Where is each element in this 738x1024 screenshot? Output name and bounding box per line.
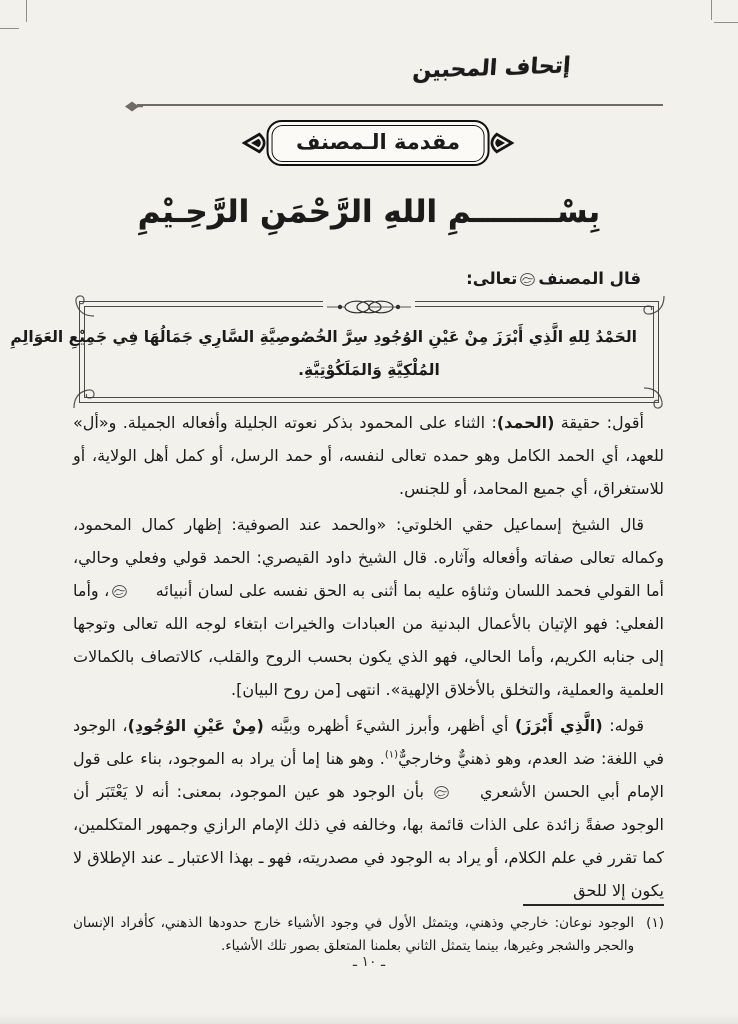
text-run: ، الوجود في اللغة: ضد العدم، وهو ذهنيٌّ وخارجيٌّ xyxy=(73,716,664,768)
alayhim-assalam-seal-icon xyxy=(112,585,147,598)
text-run: قوله: xyxy=(602,716,644,735)
text-run: . وهو هنا إما أن يراد به الموجود، بناء على قول الإمام أبي الحسن الأشعري xyxy=(73,749,664,801)
emphasized-text: (الحمد) xyxy=(496,413,555,432)
basmala-calligraphy: بِسْــــــــمِ اللهِ الرَّحْمَنِ الرَّحِـيْمِ xyxy=(137,194,601,230)
emphasized-text: (الَّذِي أَبْرَزَ) xyxy=(514,716,603,735)
footnote-reference: (١) xyxy=(384,749,399,761)
section-title-box xyxy=(267,120,490,166)
text-run: أي أظهر، وأبرز الشيءَ أظهره وبيَّنه xyxy=(263,716,515,735)
box-corner-ornament-icon xyxy=(643,295,665,317)
crop-mark-top-left-horizontal xyxy=(0,28,19,29)
text-run: أقول: حقيقة xyxy=(554,413,644,432)
section-title: مقدمة الـمصنف xyxy=(296,129,460,154)
emphasized-text: (مِنْ عَيْنِ الوُجُودِ) xyxy=(127,716,264,735)
rahimahullah-seal-icon xyxy=(434,786,469,799)
crop-mark-top-right-vertical xyxy=(711,0,712,20)
hamd-quote-box xyxy=(10,301,659,403)
footnote xyxy=(73,912,664,958)
book-title-calligraphy: إتحاف المحبين xyxy=(411,53,572,84)
box-finial-right-icon xyxy=(484,130,514,156)
box-corner-ornament-icon xyxy=(73,295,95,317)
text-run: : الثناء على المحمود بذكر نعوته الجليلة وأفعاله الجميلة. و«أل» للعهد، أي الحمد الكامل وهو حمده تعالى لنفسه، أو حمد الرسل، أو كمل أهل الولاية، أو للاستغراق، أي جميع المحامد، أو للجنس. xyxy=(73,413,664,498)
crop-mark-top-left-vertical xyxy=(26,0,27,22)
footnote-text: الوجود نوعان: خارجي وذهني، ويتمثل الأول في وجود الأشياء خارج حدودها الذهني، كأفراد الإنسان والحجر والشجر وغيرها، بينما يتمثل الثاني بعلمنا المتعلق بصور تلك الأشياء. xyxy=(73,915,635,954)
footnote-marker: (١) xyxy=(646,915,664,931)
hamd-text-line: الحَمْدُ لِلهِ الَّذِي أَبْرَزَ مِنْ عَيْنِ الوُجُودِ سِرَّ الخُصُوصِيَّةِ السَّارِي جَمَالُهَا فِي جَمِيْعِ العَوَالِمِ xyxy=(10,328,637,346)
text-run: قال الشيخ إسماعيل حقي الخلوتي: «والحمد عند الصوفية: إظهار كمال المحمود، وكماله تعالى صفاته وأفعاله وآثاره. قال الشيخ داود القيصري: الحمد قولي وفعلي وحالي، أما القولي فحمد اللسان وثناؤه عليه بما أثنى به الحق نفسه على لسان أنبيائه xyxy=(73,515,665,600)
footnote-separator xyxy=(523,904,664,906)
paragraph xyxy=(73,508,664,706)
paragraph xyxy=(73,406,664,505)
text-run: بأن الوجود هو عين الموجود، بمعنى: أنه لا يَعْتَبَر أن الوجود صفةً زائدة على الذات قائمة بها، وخالفه في ذلك الإمام الرازي وجمهور المتكلمين، كما تقرر في علم الكلام، أو يراد به الوجود في مصدريته، فهو ـ بهذا الاعتبار ـ عند الإطلاق لا يكون إلا للحق xyxy=(73,782,664,900)
page-number: ـ ١٠ ـ xyxy=(352,954,386,970)
attribution-text-after: تعالى: xyxy=(466,269,518,288)
header-rule-finial-icon xyxy=(124,98,143,117)
box-finial-left-icon xyxy=(242,130,272,156)
hamd-text-line: المُلْكِيَّةِ وَالمَلَكُوْتِيَّةِ. xyxy=(298,361,440,379)
crop-mark-top-right-horizontal xyxy=(714,22,738,23)
footnote-area xyxy=(73,897,664,958)
paragraph xyxy=(73,709,664,907)
attribution-text-before: قال المصنف xyxy=(538,269,641,288)
rahimahullah-seal-icon xyxy=(520,273,535,286)
attribution-line xyxy=(466,269,641,288)
box-knot-ornament-icon xyxy=(323,298,415,316)
header-rule xyxy=(137,104,663,106)
body-paragraphs xyxy=(73,406,664,910)
text-run: ، وأما الفعلي: فهو الإتيان بالأعمال البدنية من العبادات والخيرات ابتغاء لوجه الله تعالى وتوجها إلى جنابه الكريم، وأما الحالي، فهو الذي يكون بحسب الروح والقلب، كالاتصاف بالكمالات العلمية والعملية، والتخلق بالأخلاق الإلهية». انتهى [من روح البيان]. xyxy=(73,581,664,699)
